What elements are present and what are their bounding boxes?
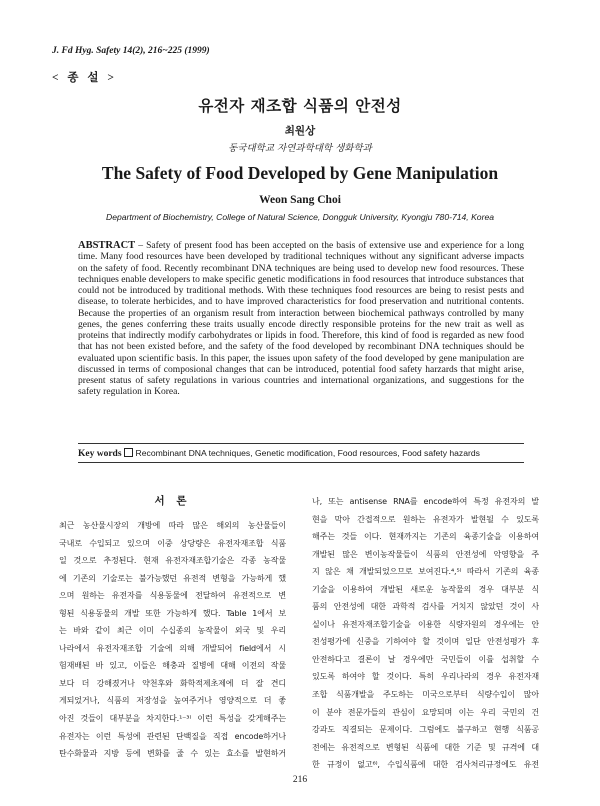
body-line: 에 기존의 기술로는 불가능했던 유전적 변형을 가능하게 했 [59, 573, 286, 583]
korean-author: 최원상 [284, 125, 316, 137]
body-line: 으며 원하는 유전자를 식용동물에 전달하여 유전적으로 변 [59, 591, 286, 601]
keywords [78, 448, 524, 459]
body-line: 는 바와 같이 최근 이미 수십종의 농작물이 외국 및 우리 [59, 626, 286, 636]
english-title: The Safety of Food Developed by Gene Manipulation [101, 163, 499, 183]
page-number: 216 [292, 775, 308, 785]
body-line: 유전자는 이런 특성에 관련된 단백질을 직접 encode하거나 [59, 731, 286, 741]
body-line: 일 것으로 추정된다. 현재 유전자재조합기술은 각종 농작물 [59, 556, 286, 566]
body-line: 기술을 이용하여 개발된 새로운 농작물의 경우 대부분 식 [312, 584, 539, 594]
body-line: 전성평가에 신중을 기하여야 할 것이며 일단 안전성평가 후 [312, 637, 539, 647]
body-line: 보다 더 강해졌거나 약천후와 화학적제초제에 더 잘 견디 [59, 678, 286, 688]
body-line: 나라에서 유전자재조합 기술에 의해 개발되어 field에서 시 [59, 643, 286, 653]
checkbox-icon [124, 448, 133, 457]
abstract-label: ABSTRACT [78, 240, 136, 251]
english-affiliation: Department of Biochemistry, College of Natural Science, Dongguk University, Kyongju 780-714, Korea [105, 212, 495, 222]
body-line: 이 분야 전문가들의 관심이 요망되며 이는 우리 국민의 건 [312, 707, 539, 717]
body-line: 전에는 유전적으로 변형된 식품에 대한 기준 및 규격에 대 [312, 742, 539, 752]
korean-title: 유전자 재조합 식품의 안전성 [198, 97, 402, 115]
abstract [78, 240, 524, 398]
body-line: 개발된 많은 변이농작물들이 식품의 안전성에 악영향을 주 [312, 549, 539, 559]
body-line: 해주는 것들 이다. 현재까지는 기존의 육종기술을 이용하여 [312, 532, 539, 542]
body-line: 험재배된 바 있고, 이들은 해충과 질병에 대해 이전의 작물 [59, 661, 286, 671]
body-column-right [312, 493, 539, 774]
body-line: 나, 또는 antisense RNA를 encode하여 특정 유전자의 발 [312, 497, 539, 506]
korean-affiliation: 동국대학교 자연과학대학 생화학과 [228, 143, 372, 154]
body-line: 최근 농산물시장의 개방에 따라 많은 해외의 농산물들이 [59, 521, 286, 530]
abstract-text: – Safety of present food has been accepted on the basis of extensive use and experience for a long time. Many food resources have been developed by traditional techniques without any significant adverse impacts on the safety of food. Recently recombinant DNA techniques are being used to develop new food resources. These techniques enable developers to make specific genetic modifications in food resources that introduce substances that could not be introduced by traditional methods. With these techniques food resources are being to resist pests and disease, to tolerate herbicides, and to have improved characteristics for food preservation and nutritional contents. Because the properties of an organism result from interaction between biochemical pathways controlled by many genes, the genes conferring these traits usually encode directly responsible proteins for the new trait as well as proteins that indirectly modify carbohydrates or lipids in food. Therefore, this kind of food is regarded as new food that has not been existed before, and the safety of the food developed by recombinant DNA techniques should be evaluated upon scientific basis. In this paper, the issues upon safety of the food developed by gene manipulation are discussed in terms of composional changes that can be introduced, potential food safety harzards that might arise, present status of safety regulations in various countries and international organizations, and suggestions for the safety regulation in Korea. [78, 240, 524, 398]
keywords-label: Key words [78, 449, 122, 459]
keywords-top-rule [78, 443, 524, 444]
body-line: 현을 막아 간접적으로 원하는 유전자가 발현될 수 있도록 [312, 514, 539, 524]
body-line: 아진 것들이 대부분을 차지한다.¹⁻³⁾ 이런 특성을 갖게해주는 [59, 714, 286, 724]
body-line: 안전하다고 결론이 날 경우에만 국민들이 이를 섭취할 수 [312, 654, 539, 664]
body-line: 품의 안전성에 대한 과학적 검사를 거치지 않았던 것이 사 [312, 602, 539, 612]
body-line: 강과도 직결되는 문제이다. 그럼에도 불구하고 현행 식품공 [312, 725, 539, 735]
body-line: 실이나 유전자재조합기술을 이용한 식량자원의 경우에는 안 [312, 619, 539, 629]
keywords-text: Recombinant DNA techniques, Genetic modification, Food resources, Food safety hazards [135, 448, 480, 458]
body-line: 한 규정이 없고⁶⁾, 수입식품에 대한 검사처리규정에도 유전 [312, 760, 539, 770]
body-line: 형된 식용동물의 개발 또한 가능하게 했다. Table 1에서 보 [59, 608, 286, 618]
body-column-left [59, 517, 286, 763]
body-line: 탄수화물과 지방 등에 변화를 줄 수 있는 효소를 발현하거 [59, 749, 286, 759]
body-line: 조합 식품개발을 주도하는 미국으로부터 식량수입이 많아 [312, 690, 539, 700]
section-tag: < 종 설 > [52, 72, 117, 84]
body-line: 게되었거나, 식품의 저장성을 높여주거나 영양적으로 더 좋 [59, 696, 286, 706]
body-line: 지 않은 채 개발되었으므로 보여진다.⁴,⁵⁾ 따라서 기존의 육종 [312, 567, 539, 577]
english-author: Weon Sang Choi [259, 194, 341, 206]
body-line: 있도록 하여야 할 것이다. 특히 우리나라의 경우 유전자재 [312, 672, 539, 682]
introduction-heading: 서 론 [154, 495, 191, 507]
journal-citation: J. Fd Hyg. Safety 14(2), 216~225 (1999) [52, 46, 210, 56]
keywords-bottom-rule [78, 462, 524, 463]
body-line: 국내로 수입되고 있으며 이중 상당량은 유전자재조합 식품 [59, 538, 286, 548]
